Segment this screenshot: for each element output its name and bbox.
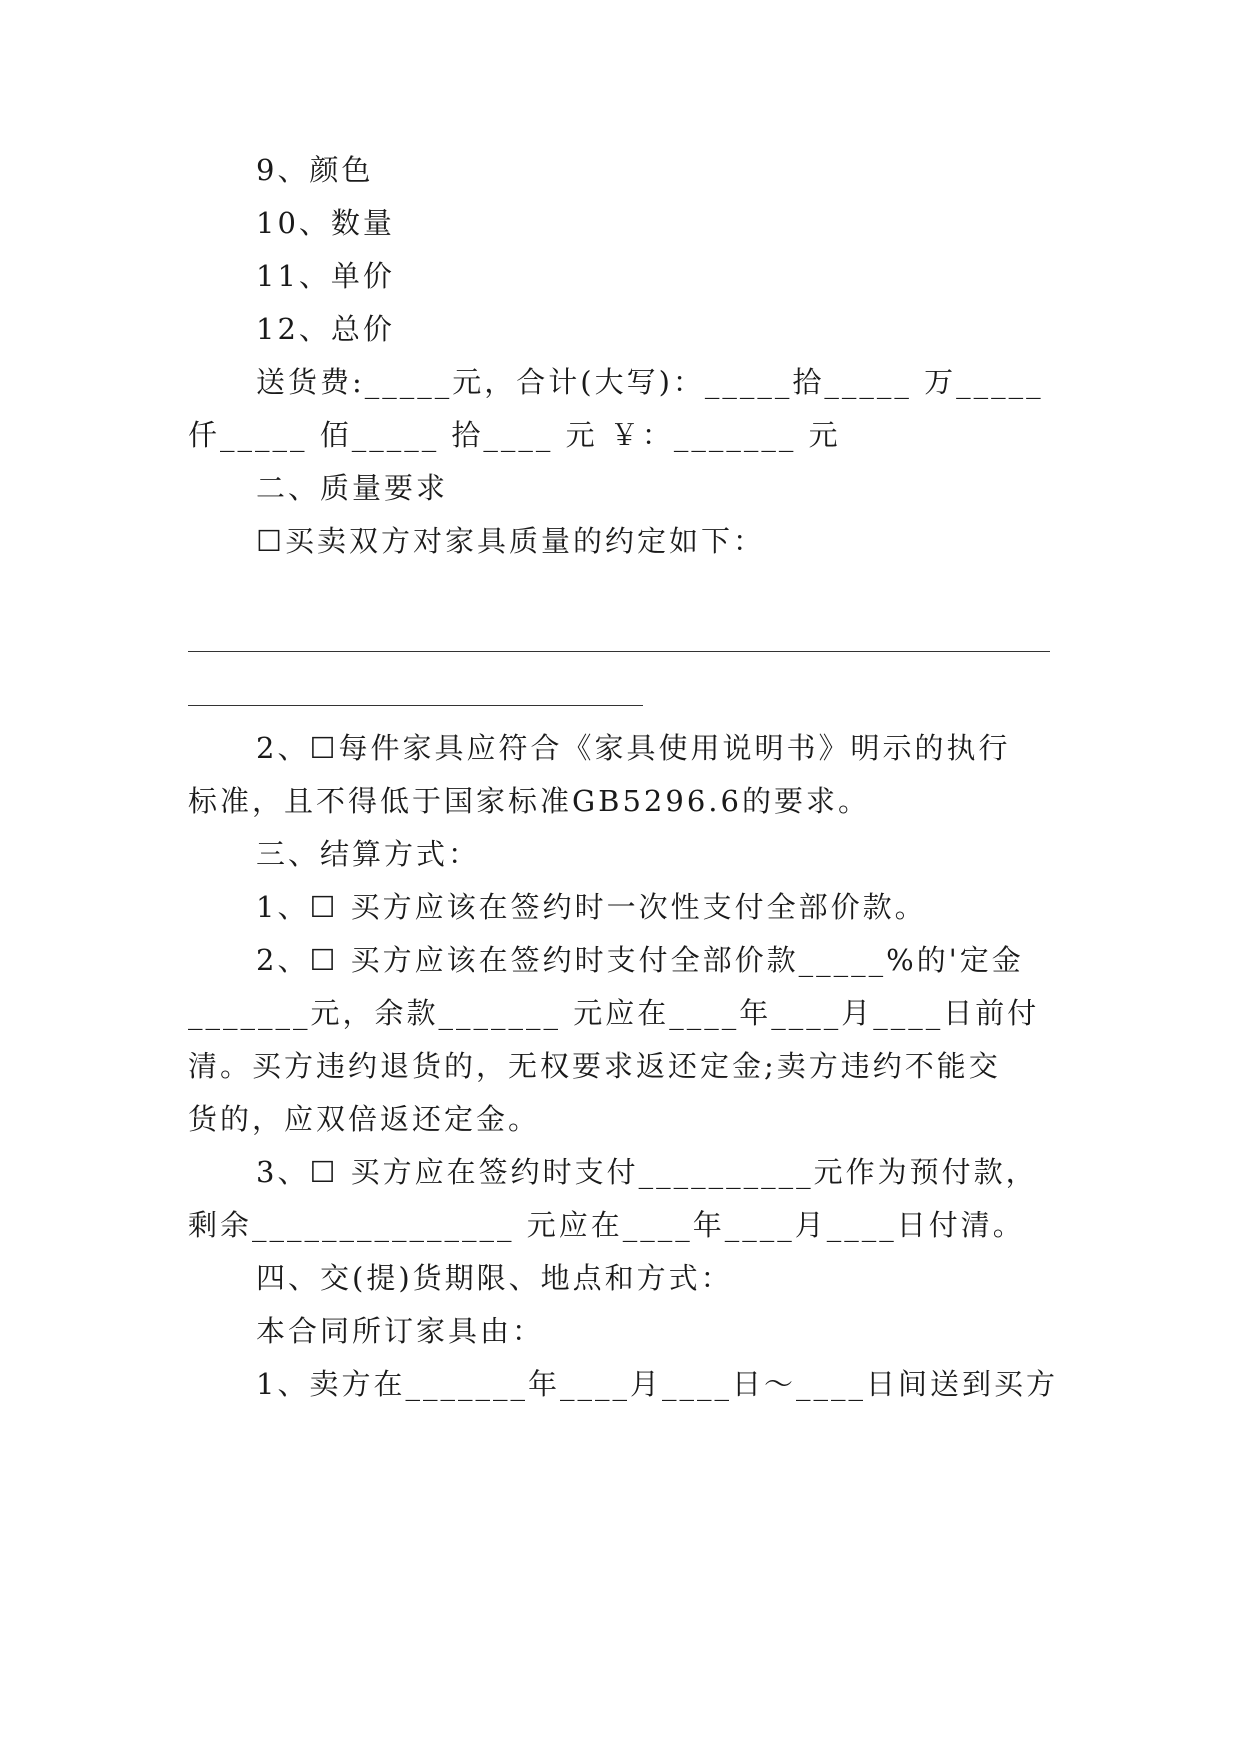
blank-fill-line [188,705,643,706]
settlement-option-3: 3、☐ 买方应在签约时支付__________元作为预付款， [256,1155,1038,1189]
item-unit-price: 11、单价 [256,259,395,293]
settlement-option-1: 1、☐ 买方应该在签约时一次性支付全部价款。 [256,890,927,924]
item-quantity: 10、数量 [256,206,395,240]
section-heading-quality: 二、质量要求 [256,471,449,505]
settlement-option-2-cont: 清。买方违约退货的，无权要求返还定金;卖方违约不能交 [188,1049,1001,1083]
settlement-option-3-cont: 剩余_______________ 元应在____年____月____日付清。 [188,1208,1025,1242]
blank-fill-line [188,651,1050,652]
quality-agreement-clause: ☐买卖双方对家具质量的约定如下： [256,524,765,558]
section-heading-delivery: 四、交(提)货期限、地点和方式： [256,1261,733,1295]
settlement-option-2-cont: 货的，应双倍返还定金。 [188,1102,541,1136]
delivery-intro: 本合同所订家具由： [256,1314,545,1348]
item-color: 9、颜色 [256,153,374,187]
quality-clause-2: 2、☐每件家具应符合《家具使用说明书》明示的执行 [256,731,1011,765]
delivery-fee-line: 送货费:_____元，合计(大写)：_____拾_____ 万_____ [256,365,1044,399]
delivery-option-1: 1、卖方在_______年____月____日～____日间送到买方 [256,1367,1058,1401]
quality-clause-2-cont: 标准，且不得低于国家标准GB5296.6的要求。 [188,784,870,818]
settlement-option-2: 2、☐ 买方应该在签约时支付全部价款_____%的'定金 [256,943,1024,977]
settlement-option-2-cont: _______元，余款_______ 元应在____年____月____日前付 [188,996,1040,1030]
item-total-price: 12、总价 [256,312,395,346]
amount-in-words-line: 仟_____ 佰_____ 拾____ 元 ￥：_______ 元 [188,418,841,452]
section-heading-settlement: 三、结算方式： [256,837,481,871]
